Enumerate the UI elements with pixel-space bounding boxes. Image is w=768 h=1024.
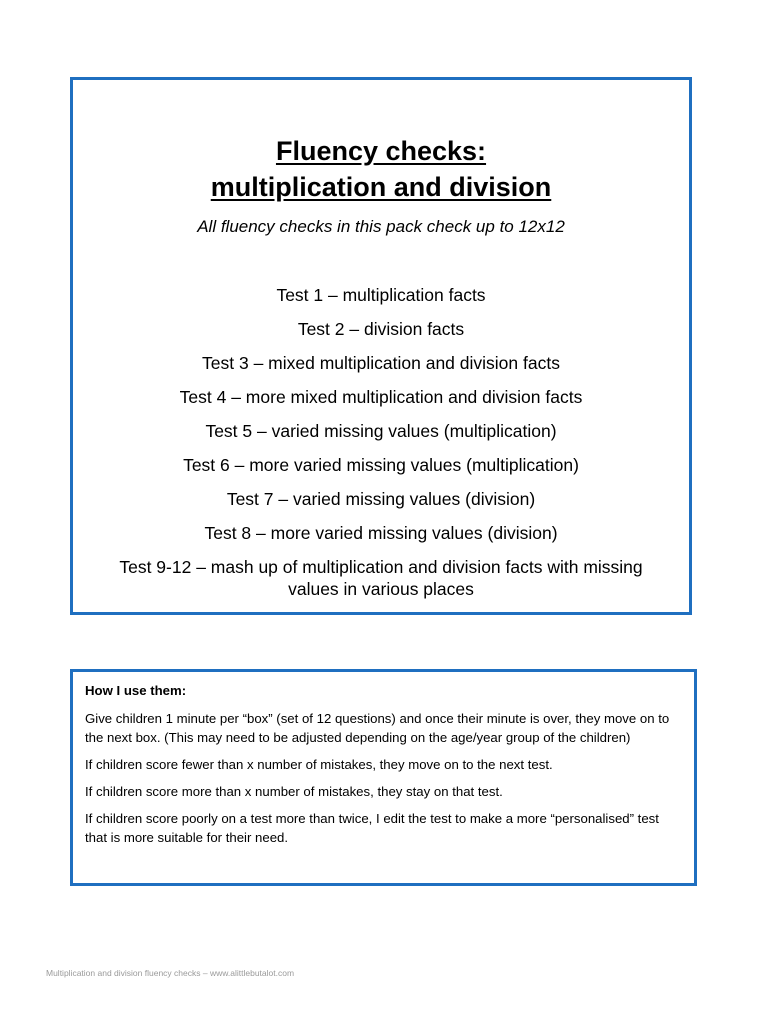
test-item: Test 5 – varied missing values (multiplication) — [205, 421, 557, 441]
fluency-checks-box — [70, 77, 692, 615]
subtitle: All fluency checks in this pack check up to 12x12 — [197, 217, 565, 236]
usage-paragraph: If children score poorly on a test more than twice, I edit the test to make a more “personalised” test that is more suitable for their need. — [85, 811, 659, 845]
test-item: Test 2 – division facts — [297, 319, 465, 339]
test-item: Test 9-12 – mash up of multiplication and division facts with missing values in various places — [119, 557, 643, 599]
test-item: Test 3 – mixed multiplication and division facts — [202, 353, 560, 373]
test-list — [93, 284, 669, 612]
usage-paragraph: Give children 1 minute per “box” (set of 12 questions) and once their minute is over, they move on to the next box. (This may need to be adjusted depending on the age/year group of the children) — [85, 711, 670, 745]
usage-paragraph: If children score more than x number of mistakes, they stay on that test. — [85, 784, 503, 799]
test-item: Test 4 – more mixed multiplication and division facts — [179, 387, 583, 407]
test-item: Test 8 – more varied missing values (division) — [204, 523, 558, 543]
title-line-1: Fluency checks: — [275, 136, 487, 166]
title-line-2: multiplication and division — [210, 172, 552, 202]
usage-paragraph: If children score fewer than x number of mistakes, they move on to the next test. — [85, 757, 553, 772]
test-item: Test 7 – varied missing values (division) — [226, 489, 536, 509]
test-item: Test 6 – more varied missing values (multiplication) — [183, 455, 579, 475]
page-footer: Multiplication and division fluency checks – www.alittlebutalot.com — [46, 968, 295, 978]
page-title — [73, 133, 689, 205]
test-item: Test 1 – multiplication facts — [276, 285, 486, 305]
usage-box — [70, 669, 697, 886]
usage-heading: How I use them: — [85, 683, 187, 698]
